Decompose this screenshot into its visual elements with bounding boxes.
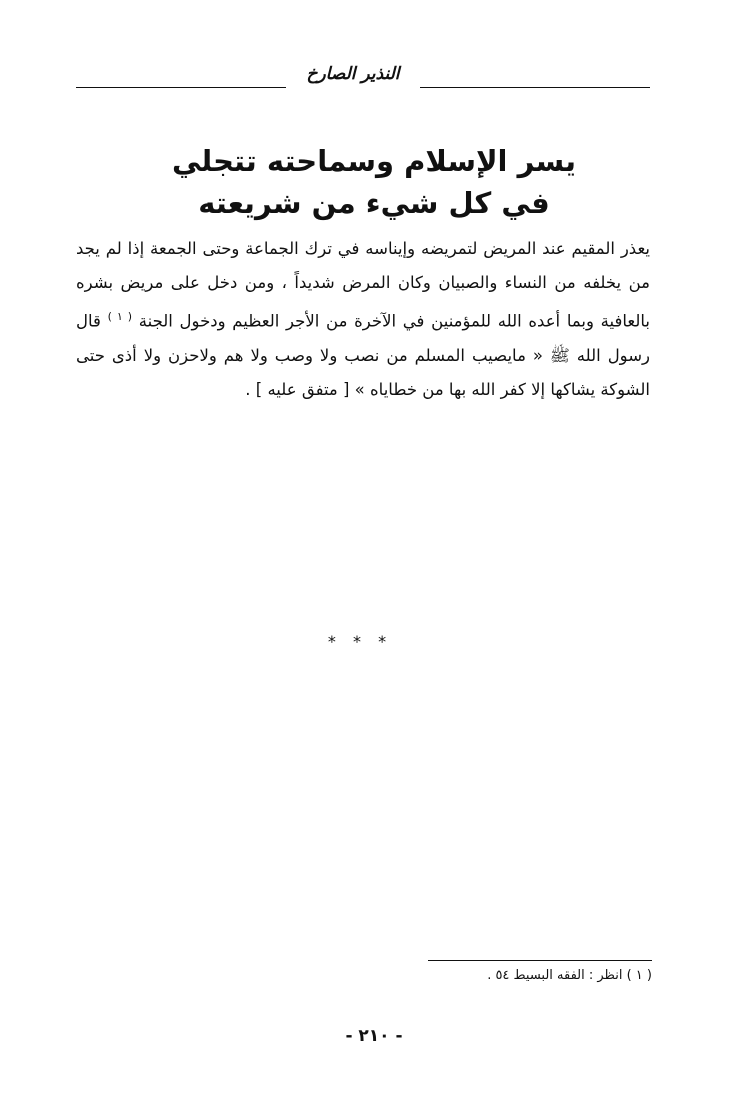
page-number: - ٢١٠ - <box>345 1026 403 1046</box>
header-rule-left <box>76 87 286 88</box>
paragraph-text-1: يعذر المقيم عند المريض لتمريضه وإيناسه في ترك الجماعة وحتى الجمعة إذا لم يجد من يخلفه من النساء والصبيان وكان المرض شديداً ، ومن دخل على مريض بشره بالعافية وبما أعده الله للمؤمنين في الآخرة من الأجر العظيم ودخول الجنة <box>76 239 651 331</box>
footnote-rule <box>428 960 652 961</box>
heading-line-2: في كل شيء من شريعته <box>198 186 550 220</box>
body-paragraph <box>76 232 650 407</box>
chapter-heading <box>120 140 628 224</box>
footnote: ( ١ ) انظر : الفقه البسيط ٥٤ . <box>487 968 652 983</box>
heading-line-1: يسر الإسلام وسماحته تتجلي <box>171 144 577 178</box>
footnote-reference: ( ١ ) <box>107 310 133 323</box>
paragraph-text-2: قال رسول الله ﷺ « مايصيب المسلم من نصب ولا وصب ولا هم ولاحزن ولا أذى حتى الشوكة يشاكها إلا كفر الله بها من خطاياه » [ متفق عليه ] . <box>76 311 650 399</box>
running-title: النذير الصارخ <box>306 64 400 84</box>
running-header <box>76 62 650 92</box>
paragraph <box>76 232 650 407</box>
section-separator: * * * <box>327 632 393 651</box>
header-rule-right <box>420 87 650 88</box>
